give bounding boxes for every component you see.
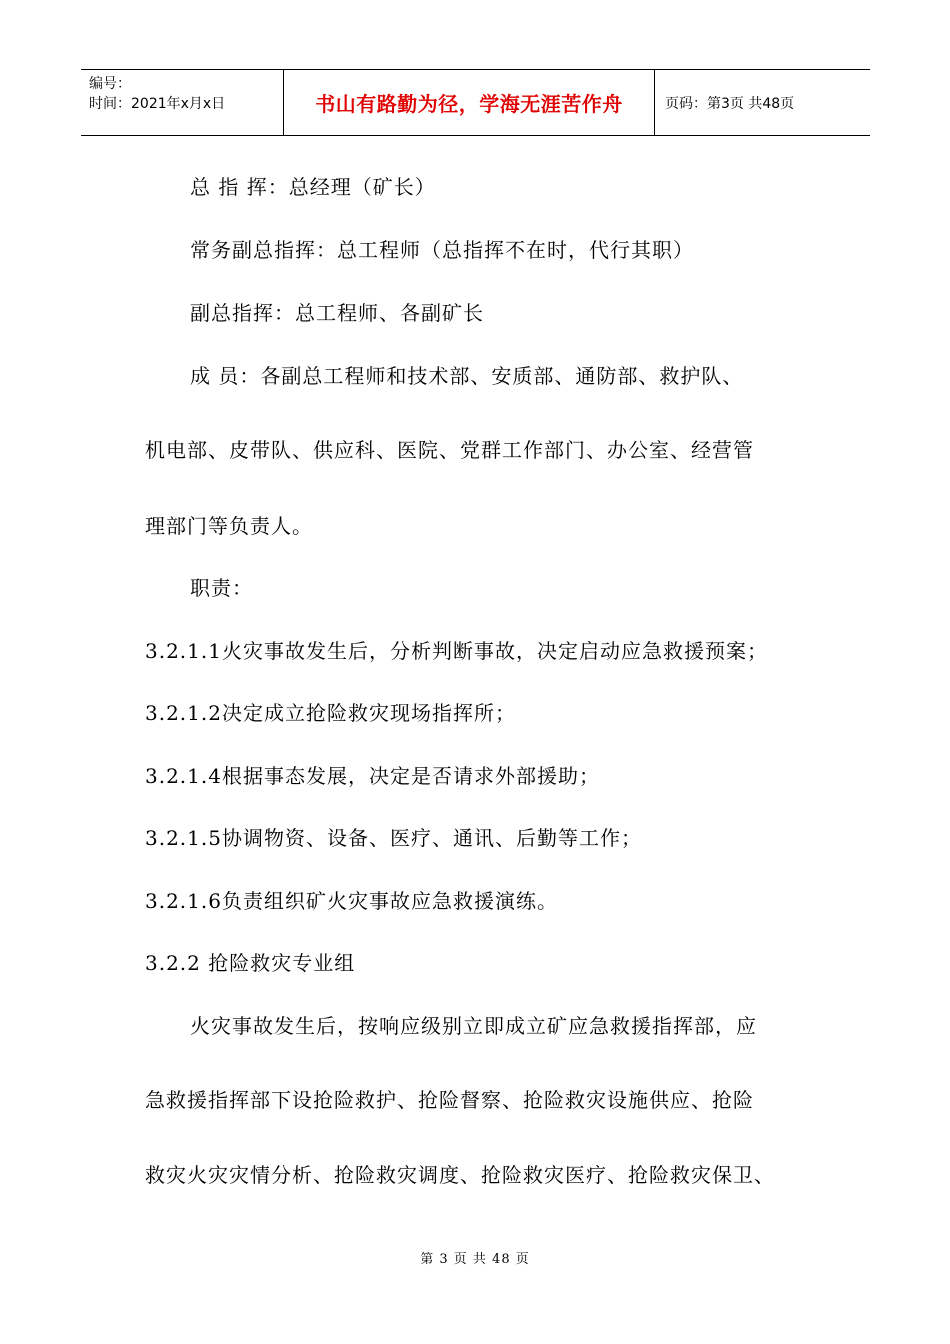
section-heading: 3.2.2 抢险救灾专业组: [145, 951, 356, 975]
text-line: 成 员：各副总工程师和技术部、安质部、通防部、救护队、: [190, 364, 744, 388]
text-line: 职责：: [190, 576, 253, 600]
text-line: 3.2.1.1火灾事故发生后，分析判断事故，决定启动应急救援预案；: [145, 639, 768, 663]
header-meta: [81, 70, 284, 135]
document-number-label: 编号：: [89, 76, 131, 92]
header-motto: 书山有路勤为径，学海无涯苦作舟: [284, 70, 655, 135]
text-line: 总 指 挥：总经理（矿长）: [190, 175, 436, 199]
text-line: 3.2.1.6负责组织矿火灾事故应急救援演练。: [145, 889, 558, 913]
page-header: [81, 69, 870, 136]
header-page-info: 页码：第3页 共48页: [665, 95, 795, 112]
document-time-label: 时间：2021年x月x日: [89, 96, 226, 112]
text-line: 急救援指挥部下设抢险救护、抢险督察、抢险救灾设施供应、抢险: [145, 1088, 754, 1112]
text-line: 3.2.1.4根据事态发展，决定是否请求外部援助；: [145, 764, 600, 788]
text-line: 副总指挥：总工程师、各副矿长: [190, 301, 484, 325]
text-line: 3.2.1.5协调物资、设备、医疗、通讯、后勤等工作；: [145, 826, 642, 850]
text-line: 常务副总指挥：总工程师（总指挥不在时，代行其职）: [190, 238, 694, 262]
text-line: 机电部、皮带队、供应科、医院、党群工作部门、办公室、经营管: [145, 438, 754, 462]
page-footer: 第 3 页 共 48 页: [420, 1252, 530, 1267]
text-line: 火灾事故发生后，按响应级别立即成立矿应急救援指挥部，应: [190, 1014, 757, 1038]
text-line: 理部门等负责人。: [145, 514, 313, 538]
text-line: 3.2.1.2决定成立抢险救灾现场指挥所；: [145, 701, 516, 725]
text-line: 救灾火灾灾情分析、抢险救灾调度、抢险救灾医疗、抢险救灾保卫、: [145, 1163, 775, 1187]
